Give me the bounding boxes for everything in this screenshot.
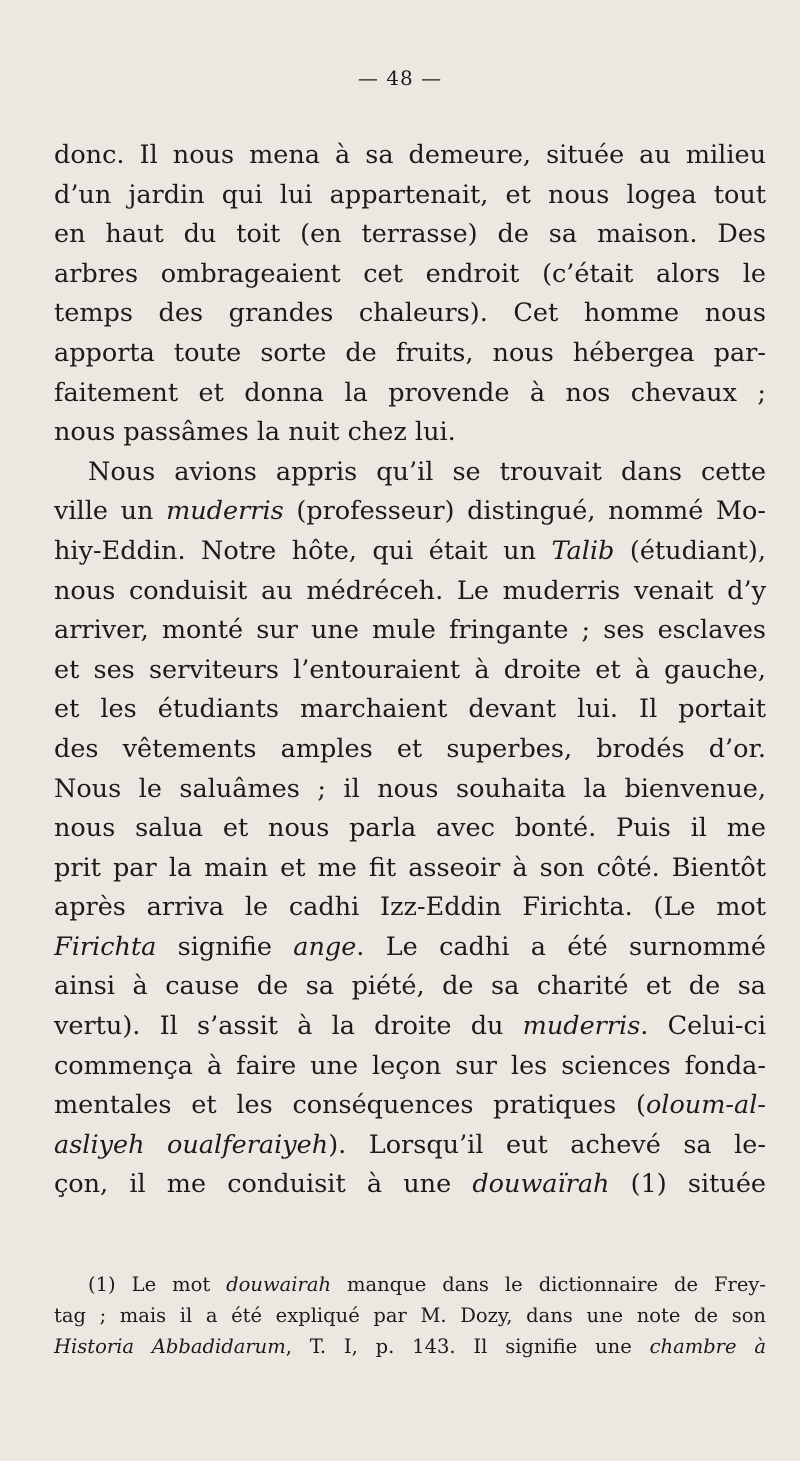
text-line: [54, 1007, 766, 1047]
italic-term: Historia Abbadidarum: [54, 1335, 286, 1358]
footnote-line: [54, 1331, 766, 1362]
body-text: [54, 136, 766, 1205]
text-line: [54, 1126, 766, 1166]
text-line: en haut du toit (en terrasse) de sa maison. Des: [54, 219, 766, 250]
footnote-line: [54, 1269, 766, 1300]
italic-term: chambre à: [649, 1335, 766, 1358]
text-run: (1) Le mot: [88, 1273, 227, 1296]
text-line: [54, 928, 766, 968]
italic-term: ange: [293, 931, 357, 962]
footnote-line: tag ; mais il a été expliqué par M. Dozy, dans une note de son: [54, 1304, 766, 1327]
text-line: [54, 1165, 766, 1205]
italic-term: muderris: [522, 1011, 641, 1042]
text-run: , T. I, p. 143. Il signifie une: [285, 1335, 650, 1358]
text-run: (étudiant),: [614, 535, 766, 566]
text-run: vertu). Il s’assit à la droite du: [54, 1011, 523, 1042]
text-run: ville un: [54, 496, 167, 527]
text-line: prit par la main et me fit asseoir à son côté. Bientôt: [54, 852, 766, 883]
text-line: [54, 532, 766, 572]
text-line: Nous avions appris qu’il se trouvait dans cette: [88, 456, 766, 487]
italic-term: Firichta: [54, 931, 157, 962]
text-run: ). Lorsqu’il eut achevé sa le-: [328, 1129, 766, 1160]
page-number: — 48 —: [357, 66, 443, 90]
text-line: d’un jardin qui lui appartenait, et nous logea tout: [54, 179, 766, 210]
text-line: ainsi à cause de sa piété, de sa charité et de sa: [54, 971, 766, 1002]
text-run: (1) située: [609, 1169, 767, 1200]
text-line: nous conduisit au médréceh. Le muderris venait d’y: [54, 575, 766, 606]
text-line: des vêtements amples et superbes, brodés d’or.: [54, 733, 766, 764]
text-line: et les étudiants marchaient devant lui. Il portait: [54, 694, 766, 725]
text-line: apporta toute sorte de fruits, nous hébergea par-: [54, 337, 766, 368]
italic-term: douwaïrah: [472, 1169, 610, 1200]
italic-term: muderris: [166, 496, 284, 527]
text-line: [54, 1086, 766, 1126]
text-line: faitement et donna la provende à nos chevaux ;: [54, 377, 766, 408]
text-line: et ses serviteurs l’entouraient à droite et à gauche,: [54, 654, 766, 685]
text-run: hiy-Eddin. Notre hôte, qui était un: [54, 535, 552, 566]
italic-term: Talib: [551, 535, 615, 566]
text-run: . Le cadhi a été surnommé: [356, 931, 766, 962]
text-line: nous passâmes la nuit chez lui.: [54, 417, 456, 448]
text-line: Nous le saluâmes ; il nous souhaita la bienvenue,: [54, 773, 766, 804]
text-run: (professeur) distingué, nommé Mo-: [283, 496, 766, 527]
text-line: temps des grandes chaleurs). Cet homme nous: [54, 298, 766, 329]
text-run: . Celui-ci: [640, 1011, 766, 1042]
text-run: çon, il me conduisit à une: [54, 1169, 473, 1200]
text-line: après arriva le cadhi Izz-Eddin Firichta. (Le mot: [54, 892, 766, 923]
text-line: arriver, monté sur une mule fringante ; ses esclaves: [54, 615, 766, 646]
italic-term: douwairah: [226, 1273, 332, 1296]
italic-term: asliyeh oualferaiyeh: [54, 1129, 329, 1160]
text-line: donc. Il nous mena à sa demeure, située au milieu: [54, 140, 766, 170]
text-line: nous salua et nous parla avec bonté. Puis il me: [54, 813, 766, 844]
text-run: mentales et les conséquences pratiques (: [54, 1090, 646, 1121]
text-line: commença à faire une leçon sur les sciences fonda-: [54, 1050, 766, 1081]
text-line: arbres ombrageaient cet endroit (c’était alors le: [54, 258, 766, 289]
italic-term: oloum-al-: [645, 1090, 766, 1121]
footnote: [54, 1269, 766, 1362]
text-line: [54, 492, 766, 532]
text-run: signifie: [156, 931, 294, 962]
text-run: manque dans le dictionnaire de Frey-: [331, 1273, 766, 1296]
